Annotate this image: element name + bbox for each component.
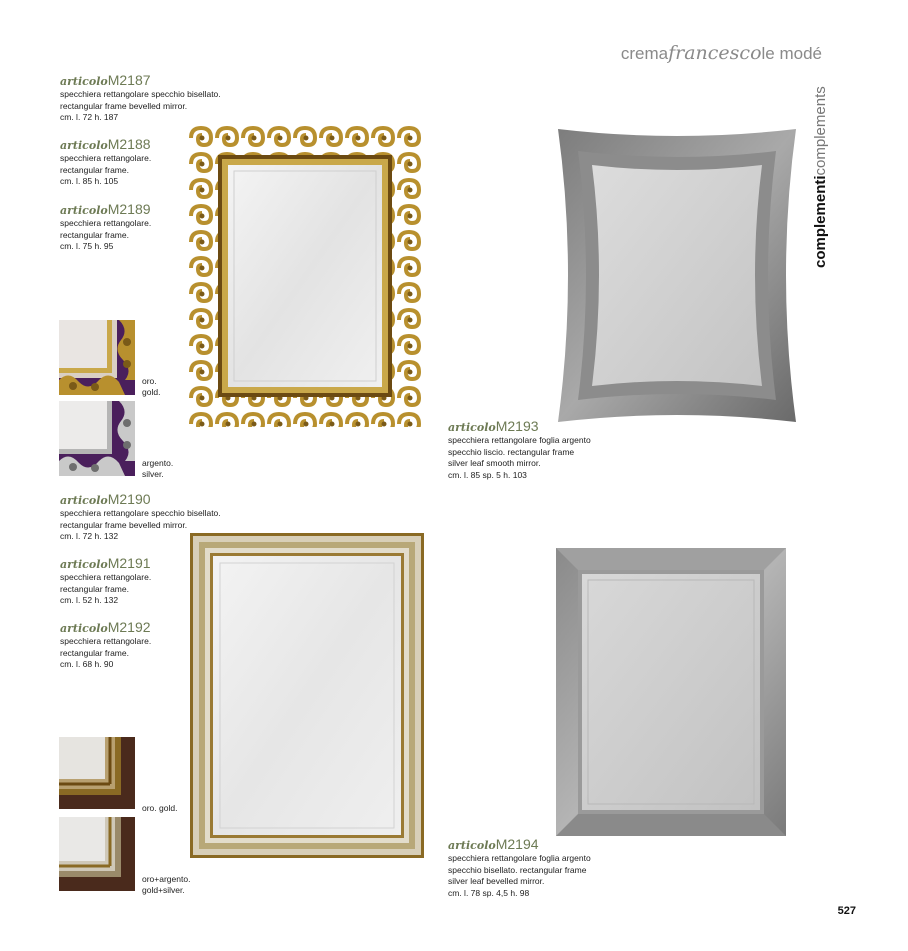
product-dimensions: cm. l. 72 h. 187 xyxy=(60,112,119,122)
swatch-caption-silver xyxy=(142,458,173,480)
product-m2187 xyxy=(60,72,221,124)
swatch-caption-it-en: oro. gold. xyxy=(142,803,178,813)
swatch-caption-classic-gold xyxy=(142,803,177,814)
swatch-gold-baroque xyxy=(59,320,135,395)
product-desc-line: rectangular frame. xyxy=(60,164,129,175)
article-label: articolo xyxy=(60,622,108,635)
swatch-caption-en: silver. xyxy=(142,469,164,479)
product-m2188 xyxy=(60,136,151,188)
product-desc-line: specchio liscio. rectangular frame xyxy=(448,446,575,457)
product-m2192 xyxy=(60,619,151,671)
swatch-caption-it: oro. xyxy=(142,376,157,386)
product-desc-line: specchiera rettangolare. xyxy=(60,636,152,646)
section-label xyxy=(812,86,829,268)
product-dimensions: cm. l. 85 sp. 5 h. 103 xyxy=(448,469,527,480)
product-desc-line: specchiera rettangolare specchio bisellato. xyxy=(60,508,221,518)
product-dimensions: cm. l. 75 h. 95 xyxy=(60,241,114,251)
article-label: articolo xyxy=(60,75,108,88)
product-desc-line: silver leaf smooth mirror. xyxy=(448,458,541,468)
brand-header xyxy=(621,42,822,64)
swatch-classic-goldsilver xyxy=(59,817,135,891)
photo-baroque-gold-mirror xyxy=(188,125,422,427)
brand-part-lemode: le modé xyxy=(761,44,822,63)
product-desc-line: specchio bisellato. rectangular frame xyxy=(448,864,587,875)
product-desc-line: rectangular frame. xyxy=(60,647,129,658)
product-desc-line: specchiera rettangolare foglia argento xyxy=(448,853,591,863)
photo-silver-leaf-mirror xyxy=(556,548,786,836)
product-m2193 xyxy=(448,418,591,481)
article-label: articolo xyxy=(60,139,108,152)
article-label: articolo xyxy=(60,494,108,507)
product-m2189 xyxy=(60,201,151,253)
section-label-bold: complementi xyxy=(812,175,829,268)
product-code: M2190 xyxy=(107,491,151,507)
product-desc-line: specchiera rettangolare specchio bisellato. xyxy=(60,89,221,99)
page-number: 527 xyxy=(837,905,856,917)
product-dimensions: cm. l. 78 sp. 4,5 h. 98 xyxy=(448,887,530,898)
article-label: articolo xyxy=(448,839,496,852)
article-label: articolo xyxy=(448,421,496,434)
product-desc-line: rectangular frame bevelled mirror. xyxy=(60,519,188,530)
product-desc-line: rectangular frame. xyxy=(60,229,129,240)
product-dimensions: cm. l. 85 h. 105 xyxy=(60,176,119,186)
product-code: M2189 xyxy=(107,201,151,217)
product-dimensions: cm. l. 52 h. 132 xyxy=(60,595,119,605)
product-dimensions: cm. l. 72 h. 132 xyxy=(60,531,119,541)
swatch-caption-classic-goldsilver xyxy=(142,874,190,896)
article-label: articolo xyxy=(60,204,108,217)
product-desc-line: rectangular frame bevelled mirror. xyxy=(60,100,188,111)
product-dimensions: cm. l. 68 h. 90 xyxy=(60,659,114,669)
article-label: articolo xyxy=(60,558,108,571)
brand-part-crema: crema xyxy=(620,44,669,63)
product-m2194 xyxy=(448,836,591,899)
swatch-classic-gold xyxy=(59,737,135,809)
product-desc-line: silver leaf bevelled mirror. xyxy=(448,876,545,886)
product-desc-line: specchiera rettangolare. xyxy=(60,572,152,582)
section-label-light: complements xyxy=(812,86,829,176)
product-desc-line: rectangular frame. xyxy=(60,583,129,594)
swatch-caption-it: oro+argento. xyxy=(142,874,191,884)
swatch-caption-en: gold+silver. xyxy=(142,885,185,895)
product-m2191 xyxy=(60,555,151,607)
product-code: M2188 xyxy=(107,136,151,152)
swatch-caption-it: argento. xyxy=(142,458,174,468)
swatch-caption-en: gold. xyxy=(142,387,161,397)
product-desc-line: specchiera rettangolare. xyxy=(60,218,152,228)
brand-part-francesco: francesco xyxy=(668,42,762,64)
product-desc-line: specchiera rettangolare foglia argento xyxy=(448,435,591,445)
product-code: M2193 xyxy=(495,418,539,434)
product-code: M2192 xyxy=(107,619,151,635)
product-desc-line: specchiera rettangolare. xyxy=(60,153,152,163)
swatch-silver-baroque xyxy=(59,401,135,476)
product-code: M2194 xyxy=(495,836,539,852)
product-code: M2187 xyxy=(107,72,151,88)
photo-wavy-silver-mirror xyxy=(554,125,800,426)
swatch-caption-gold xyxy=(142,376,160,398)
product-code: M2191 xyxy=(107,555,151,571)
photo-classic-goldsilver-mirror xyxy=(190,533,424,858)
